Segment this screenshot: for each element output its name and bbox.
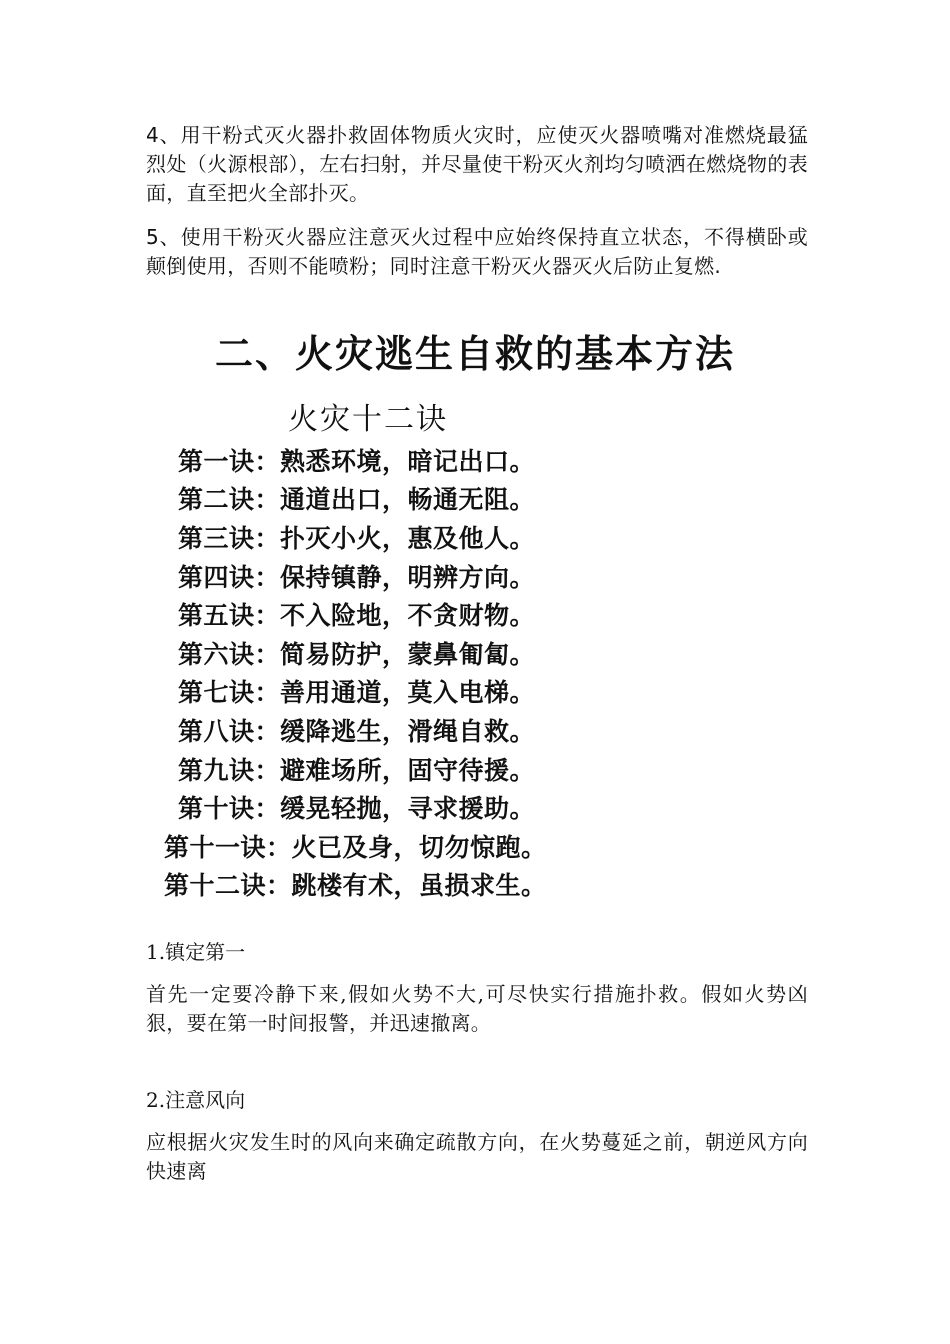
paragraph-dry-powder-usage-note: 5、使用干粉灭火器应注意灭火过程中应始终保持直立状态，不得横卧或颠倒使用，否则不能喷粉；同时注意干粉灭火器灭火后防止复燃. bbox=[146, 225, 808, 278]
verse-line-9: 第九诀：避难场所，固守待援。 bbox=[178, 756, 536, 785]
verse-line-10: 第十诀：缓晃轻抛，寻求援助。 bbox=[178, 794, 536, 823]
verse-line-11: 第十一诀：火已及身，切勿惊跑。 bbox=[164, 833, 547, 862]
paragraph-dry-powder-solid-fire: 4、用干粉式灭火器扑救固体物质火灾时，应使灭火器喷嘴对准燃烧最猛烈处（火源根部），左右扫射，并尽量使干粉灭火剂均匀喷洒在燃烧物的表面，直至把火全部扑灭。 bbox=[146, 123, 808, 205]
verse-line-1: 第一诀：熟悉环境，暗记出口。 bbox=[178, 447, 536, 476]
item-heading-2: 2.注意风向 bbox=[146, 1088, 246, 1112]
verse-title: 火灾十二诀 bbox=[288, 402, 448, 437]
verse-line-6: 第六诀：简易防护，蒙鼻匍匐。 bbox=[178, 640, 536, 669]
item-body-2: 应根据火灾发生时的风向来确定疏散方向，在火势蔓延之前，朝逆风方向快速离 bbox=[146, 1130, 808, 1183]
verse-line-4: 第四诀：保持镇静，明辨方向。 bbox=[178, 563, 536, 592]
verse-line-12: 第十二诀：跳楼有术，虽损求生。 bbox=[164, 871, 547, 900]
verse-line-7: 第七诀：善用通道，莫入电梯。 bbox=[178, 678, 536, 707]
item-body-1: 首先一定要冷静下来,假如火势不大,可尽快实行措施扑救。假如火势凶狠，要在第一时间报警，并迅速撤离。 bbox=[146, 982, 808, 1035]
item-heading-1: 1.镇定第一 bbox=[146, 940, 246, 964]
verse-line-5: 第五诀：不入险地，不贪财物。 bbox=[178, 601, 536, 630]
verse-line-3: 第三诀：扑灭小火，惠及他人。 bbox=[178, 524, 536, 553]
verse-line-2: 第二诀：通道出口，畅通无阻。 bbox=[178, 485, 536, 514]
section-title: 二、火灾逃生自救的基本方法 bbox=[214, 331, 735, 376]
verse-line-8: 第八诀：缓降逃生，滑绳自救。 bbox=[178, 717, 536, 746]
